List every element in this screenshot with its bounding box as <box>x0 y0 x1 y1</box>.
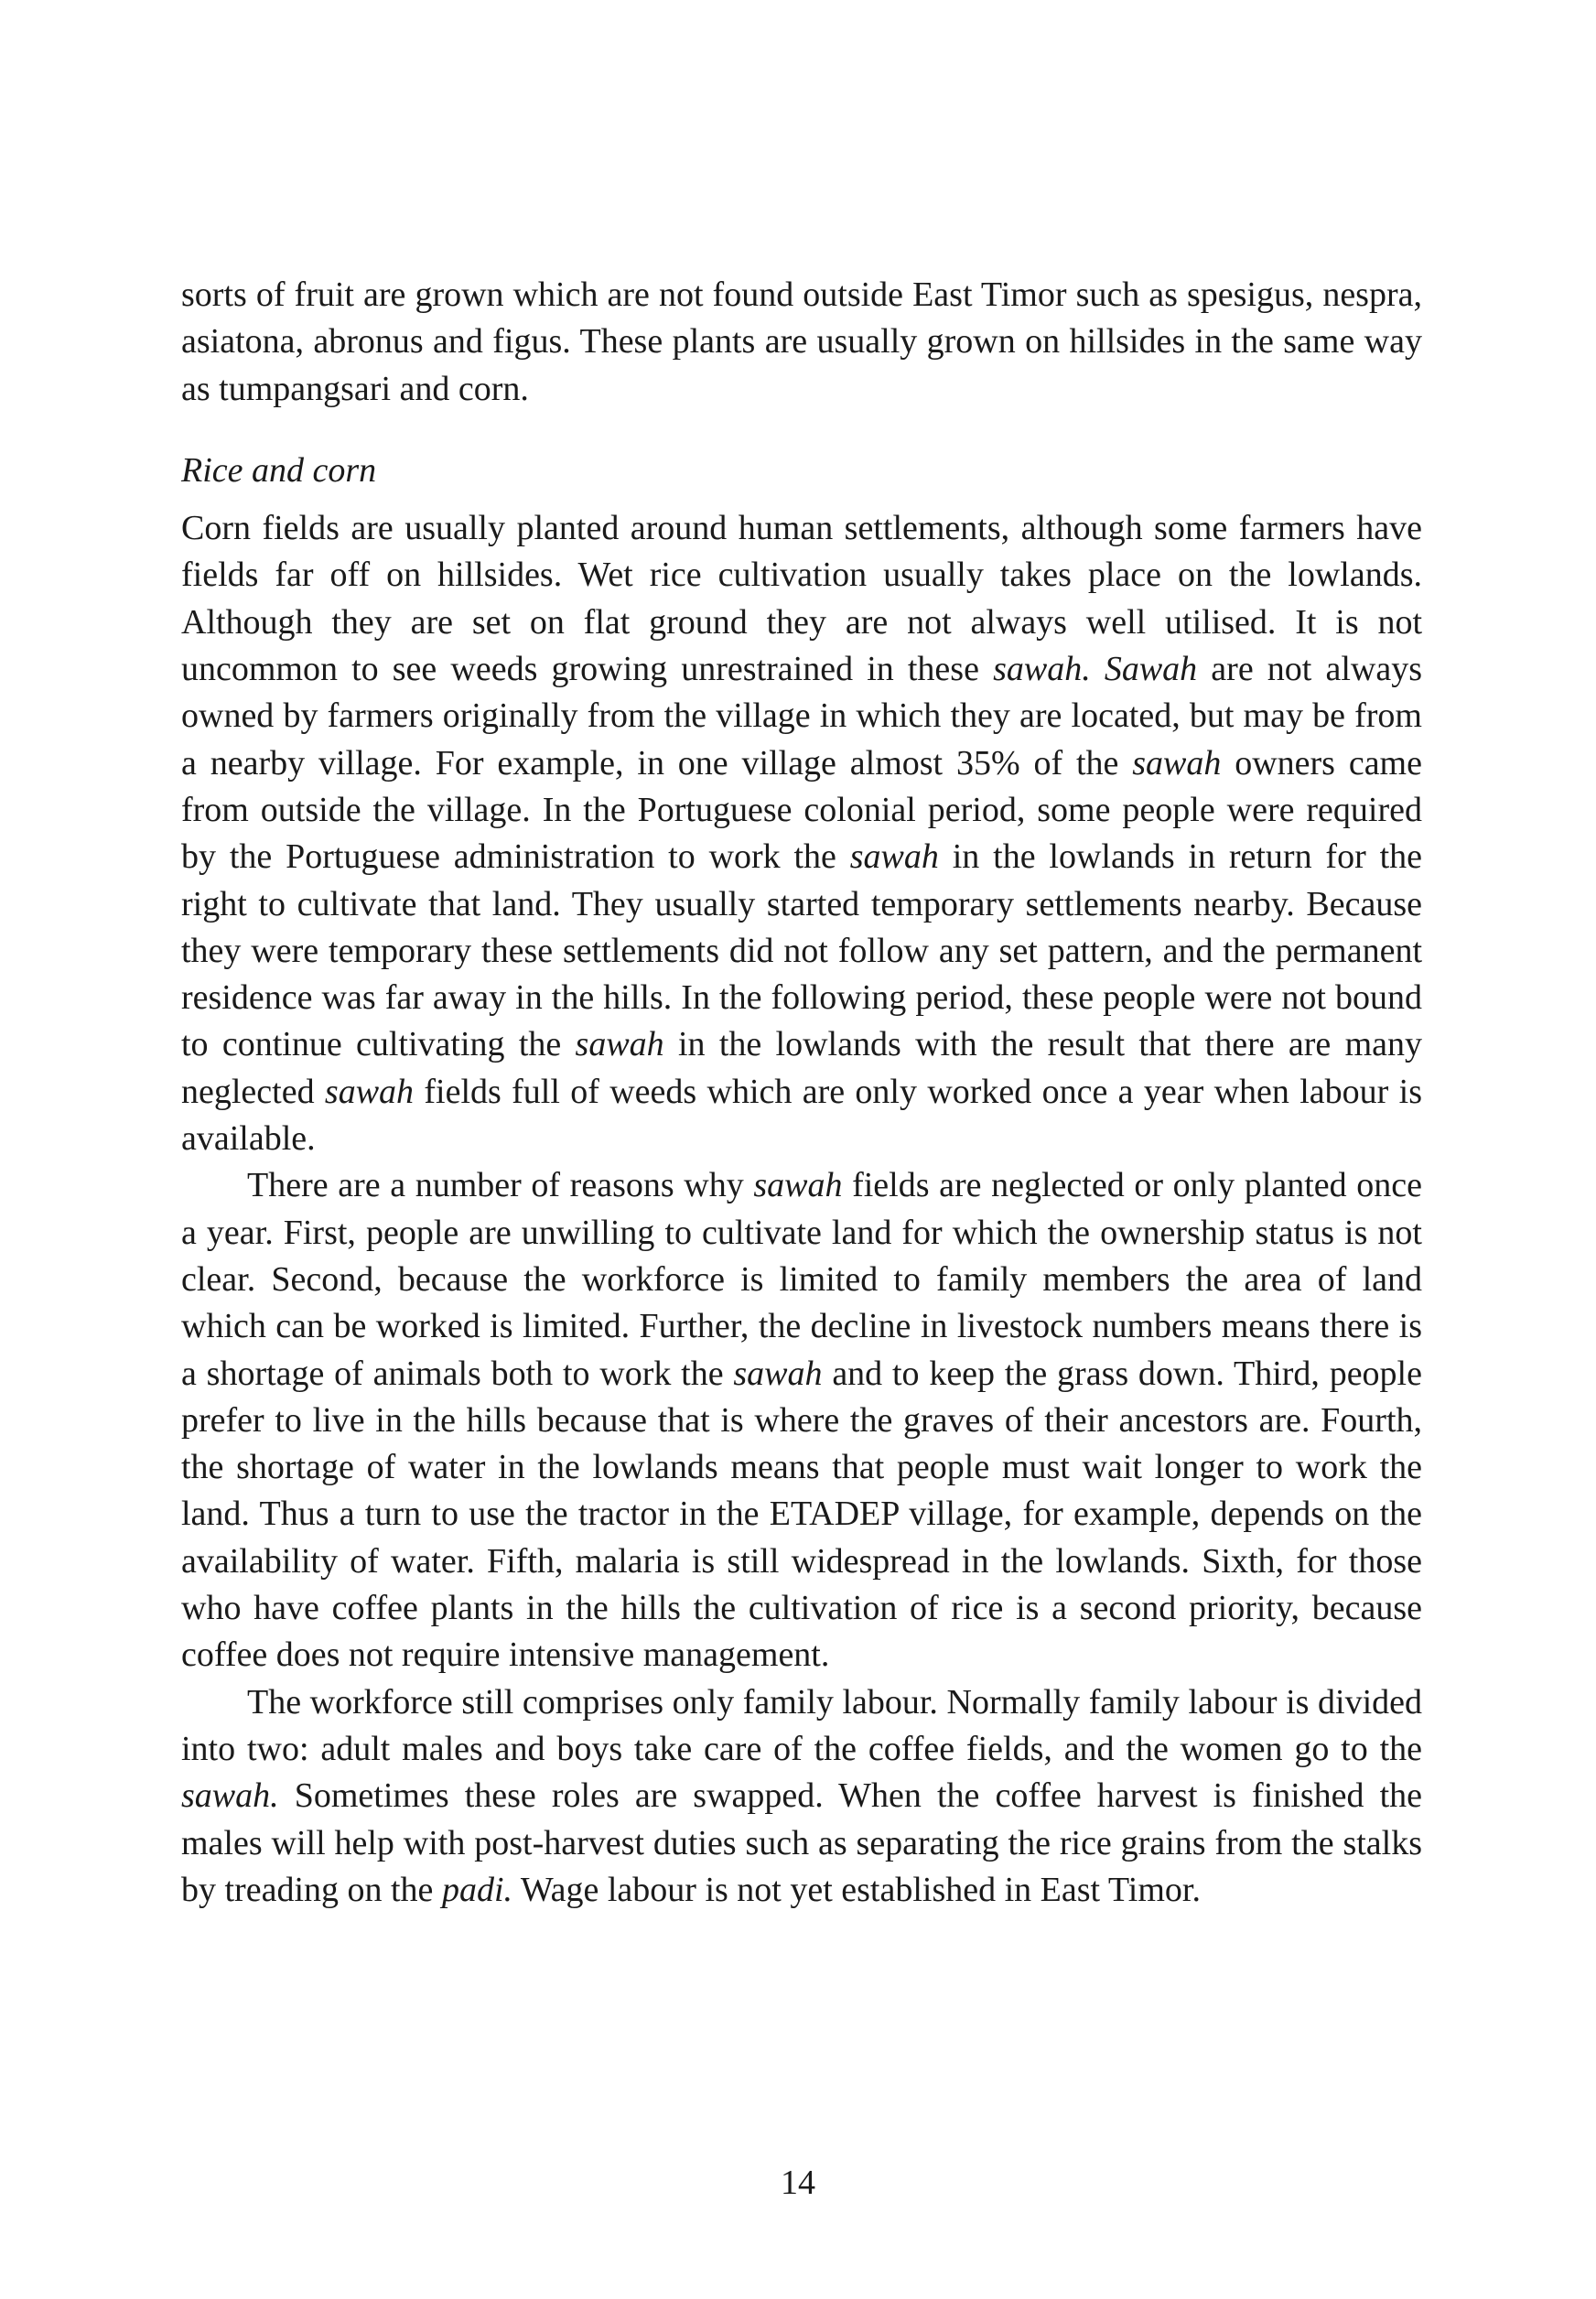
paragraph-fruit: sorts of fruit are grown which are not found outside East Timor such as spesigus, nespra, asiatona, abronus and figus. These plants are usually grown on hillsides in the same way as tumpangsari and corn. <box>181 275 1422 408</box>
paragraph-corn-fields: Corn fields are usually planted around human settlements, although some farmers have fields far off on hillsides. Wet rice cultivation usually takes place on the lowlands. Although they are set on flat ground they are not always well utilised. It is not uncommon to see weeds growing unrestrained in these sawah. Sawah are not always owned by farmers originally from the village in which they are located, but may be from a nearby village. For example, in one village almost 35% of the sawah owners came from outside the village. In the Portuguese colonial period, some people were required by the Portuguese administration to work the sawah in the lowlands in return for the right to cultivate that land. They usually started temporary settlements nearby. Because they were temporary these settlements did not follow any set pattern, and the permanent residence was far away in the hills. In the following period, these people were not bound to continue cultivating the sawah in the lowlands with the result that there are many neglected sawah fields full of weeds which are only worked once a year when labour is available. <box>181 509 1423 1159</box>
section-heading: Rice and corn <box>181 450 377 490</box>
body-text <box>181 272 1422 1914</box>
paragraph-workforce: The workforce still comprises only family labour. Normally family labour is divided into two: adult males and boys take care of the coffee fields, and the women go to the sawah. Sometimes these roles are swapped. When the coffee harvest is finished the males will help with post-harvest duties such as separating the rice grains from the stalks by treading on the padi. Wage labour is not yet established in East Timor. <box>181 1682 1422 1909</box>
paragraph-reasons: There are a number of reasons why sawah fields are neglected or only planted once a year. First, people are unwilling to cultivate land for which the ownership status is not clear. Second, because the workforce is limited to family members the area of land which can be worked is limited. Further, the decline in livestock numbers means there is a shortage of animals both to work the sawah and to keep the grass down. Third, people prefer to live in the hills because that is where the graves of their ancestors are. Fourth, the shortage of water in the lowlands means that people must wait longer to work the land. Thus a turn to use the tractor in the ETADEP village, for example, depends on the availability of water. Fifth, malaria is still widespread in the lowlands. Sixth, for those who have coffee plants in the hills the cultivation of rice is a second priority, because coffee does not require intensive management. <box>181 1166 1422 1675</box>
page-number: 14 <box>781 2164 815 2202</box>
